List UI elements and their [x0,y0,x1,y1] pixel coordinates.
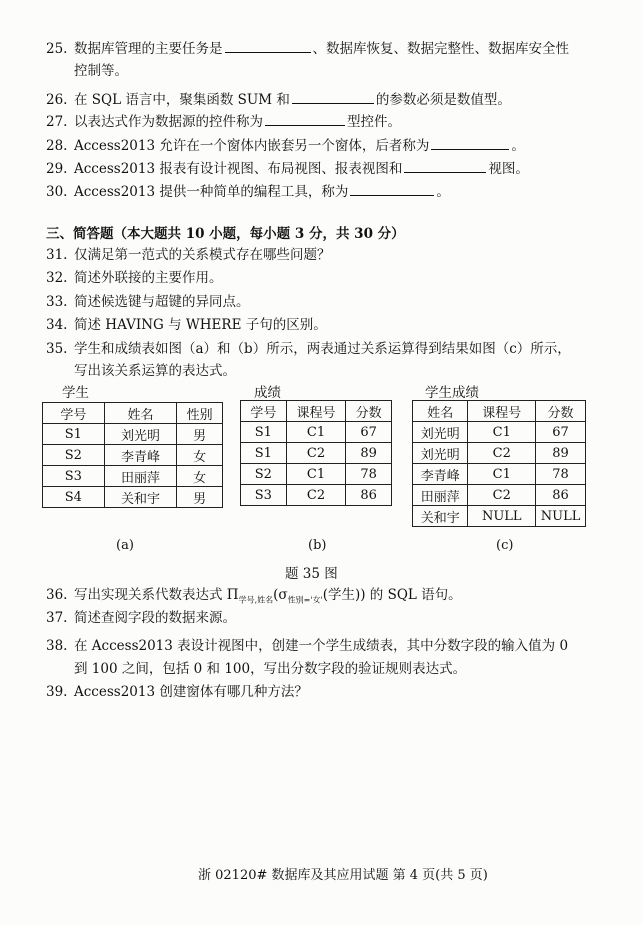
table-c-caption: 学生成绩 [425,385,479,401]
table-cell: S3 [241,485,287,506]
table-cell: 女 [177,445,223,466]
table-header-row [413,401,586,422]
table-cell: C1 [468,422,536,443]
table-row [43,424,223,445]
table-cell: 男 [177,424,223,445]
table-header-row [241,401,392,422]
column-header: 课程号 [286,401,346,422]
answer-blank [350,181,434,196]
question-32: 32. 简述外联接的主要作用。 [46,270,223,286]
answer-blank [225,38,311,53]
table-cell: S4 [43,487,105,508]
table-row [43,445,223,466]
question-38: 38. 在 Access2013 表设计视图中，创建一个学生成绩表，其中分数字段的输入值为 0 [46,638,569,654]
question-39: 39. Access2013 创建窗体有哪几种方法？ [46,684,308,700]
table-cell: 89 [346,443,392,464]
table-cell: 78 [346,464,392,485]
section-3-heading: 三、简答题（本大题共 10 小题，每小题 3 分，共 30 分） [46,226,405,242]
table-cell: 关和宇 [104,487,177,508]
table-cell: 刘光明 [413,443,468,464]
table-row [241,485,392,506]
question-37: 37. 简述查阅字段的数据来源。 [46,610,236,626]
figure-caption: 题 35 图 [285,566,338,582]
table-cell: 关和宇 [413,506,468,527]
table-row [413,422,586,443]
student-table [42,402,223,508]
table-cell: NULL [468,506,536,527]
label-a: (a) [116,538,134,553]
table-a-caption: 学生 [62,385,89,401]
table-cell: 刘光明 [104,424,177,445]
table-cell: 男 [177,487,223,508]
question-38-continued: 到 100 之间，包括 0 和 100，写出分数字段的验证规则表达式。 [74,661,467,677]
question-34: 34. 简述 HAVING 与 WHERE 子句的区别。 [46,317,327,333]
answer-blank [431,135,509,150]
table-cell: S3 [43,466,105,487]
table-cell: 李青峰 [104,445,177,466]
question-25-continued: 控制等。 [74,63,128,79]
table-row [43,487,223,508]
table-cell: C2 [468,443,536,464]
column-header: 学号 [241,401,287,422]
table-cell: 67 [346,422,392,443]
table-cell: 田丽萍 [413,485,468,506]
answer-blank [265,111,345,126]
table-cell: 86 [536,485,586,506]
table-cell: C2 [286,443,346,464]
result-table [412,400,586,527]
answer-blank [404,158,486,173]
table-cell: 89 [536,443,586,464]
table-cell: S2 [241,464,287,485]
table-cell: NULL [536,506,586,527]
table-cell: S1 [43,424,105,445]
table-row [413,464,586,485]
column-header: 姓名 [413,401,468,422]
table-cell: 田丽萍 [104,466,177,487]
table-row [413,506,586,527]
table-header-row [43,403,223,424]
table-cell: C1 [468,464,536,485]
column-header: 课程号 [468,401,536,422]
question-27: 27. 以表达式作为数据源的控件称为 型控件。 [46,111,401,132]
table-cell: 李青峰 [413,464,468,485]
question-36: 36. 写出实现关系代数表达式 $\Pi_{学号,姓名}(\sigma_{性别='女'}$(学生)) 的 SQL 语句。 [46,587,462,605]
table-row [241,464,392,485]
table-b-caption: 成绩 [254,385,281,401]
column-header: 分数 [536,401,586,422]
table-cell: C1 [286,422,346,443]
column-header: 分数 [346,401,392,422]
question-25: 25. 数据库管理的主要任务是 、数据库恢复、数据完整性、数据库安全性 [46,38,569,59]
question-26: 26. 在 SQL 语言中，聚集函数 SUM 和 的参数必须是数值型。 [46,89,511,110]
question-31: 31. 仅满足第一范式的关系模式存在哪些问题？ [46,247,331,263]
column-header: 姓名 [104,403,177,424]
table-cell: 67 [536,422,586,443]
table-row [413,485,586,506]
question-29: 29. Access2013 报表有设计视图、布局视图、报表视图和 视图。 [46,158,529,179]
answer-blank [292,89,374,104]
table-cell: C2 [286,485,346,506]
table-cell: 86 [346,485,392,506]
table-cell: C2 [468,485,536,506]
column-header: 性别 [177,403,223,424]
table-cell: C1 [286,464,346,485]
table-cell: 女 [177,466,223,487]
label-b: (b) [308,538,327,553]
question-35-continued: 写出该关系运算的表达式。 [74,363,236,379]
table-row [241,422,392,443]
question-33: 33. 简述候选键与超键的异同点。 [46,294,250,310]
table-cell: S2 [43,445,105,466]
table-row [413,443,586,464]
question-30: 30. Access2013 提供一种简单的编程工具，称为 。 [46,181,450,202]
question-28: 28. Access2013 允许在一个窗体内嵌套另一个窗体，后者称为 。 [46,135,525,156]
table-row [43,466,223,487]
page-footer: 浙 02120# 数据库及其应用试题 第 4 页(共 5 页) [198,868,488,883]
table-cell: 刘光明 [413,422,468,443]
question-35: 35. 学生和成绩表如图（a）和（b）所示，两表通过关系运算得到结果如图（c）所示， [46,341,571,357]
score-table [240,400,392,506]
table-row [241,443,392,464]
table-cell: S1 [241,443,287,464]
label-c: (c) [496,538,514,553]
column-header: 学号 [43,403,105,424]
table-cell: S1 [241,422,287,443]
table-cell: 78 [536,464,586,485]
